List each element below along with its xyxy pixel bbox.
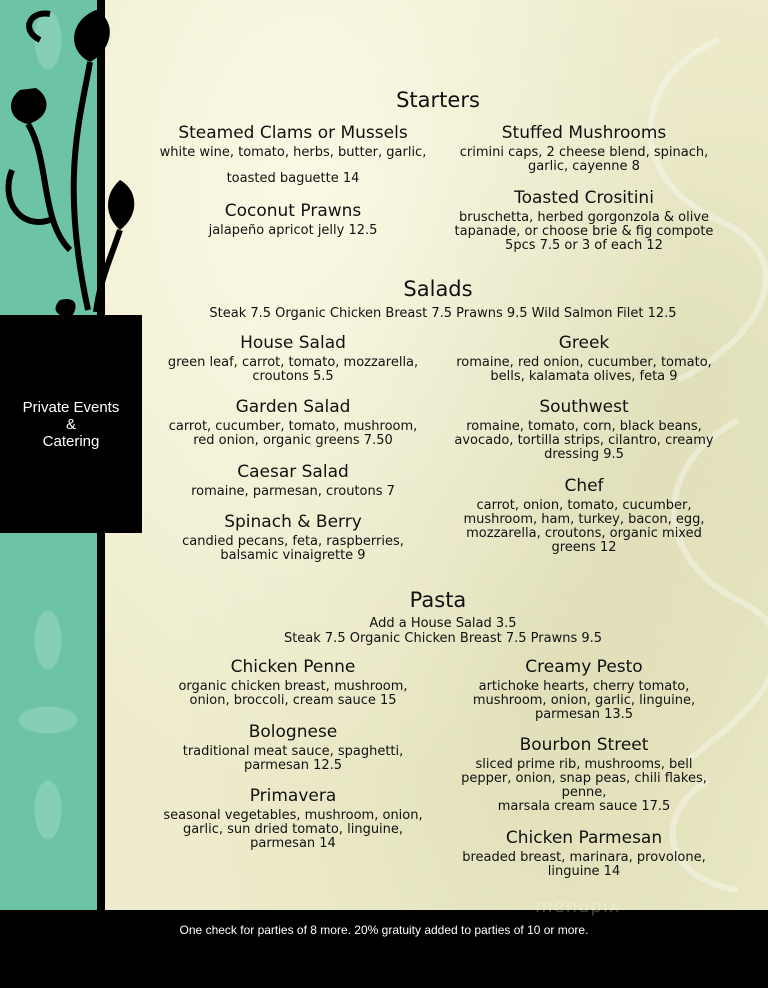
item-name: Chicken Penne <box>230 657 356 677</box>
item-description: jalapeño apricot jelly 12.5 <box>208 223 378 238</box>
item-name: Bolognese <box>248 722 338 742</box>
item-name: Bourbon Street <box>519 735 649 755</box>
item-name: Creamy Pesto <box>525 657 643 677</box>
item-description: breaded breast, marinara, provolone, linguine 14 <box>462 850 706 879</box>
item-name: Garden Salad <box>235 397 351 417</box>
menu-item <box>444 827 724 879</box>
menu-item <box>444 475 724 555</box>
private-events-box <box>0 315 142 533</box>
footer-bar <box>0 910 768 988</box>
private-events-line-2: & <box>65 415 76 433</box>
menu-item <box>444 332 724 384</box>
item-name: Southwest <box>539 397 629 417</box>
item-description: green leaf, carrot, tomato, mozzarella, croutons 5.5 <box>167 355 419 384</box>
pasta-addon-line-2: Steak 7.5 Organic Chicken Breast 7.5 Prawns 9.5 <box>283 631 603 646</box>
item-name: Steamed Clams or Mussels <box>178 123 408 143</box>
menu-item <box>153 396 433 448</box>
item-name: Toasted Crositini <box>514 188 654 208</box>
salads-title: Salads <box>403 277 473 301</box>
tulip-vine-icon <box>0 0 160 320</box>
item-description: romaine, tomato, corn, black beans, avocado, tortilla strips, cilantro, creamy dressing 9.5 <box>454 419 714 462</box>
item-name: Coconut Prawns <box>224 201 362 221</box>
menu-item <box>444 656 724 722</box>
menu-item <box>153 721 433 773</box>
menu-item <box>153 332 433 384</box>
item-name: Caesar Salad <box>237 462 349 482</box>
starters-title: Starters <box>396 88 480 112</box>
menu-item <box>153 200 433 238</box>
item-description: romaine, red onion, cucumber, tomato, bells, kalamata olives, feta 9 <box>456 355 712 384</box>
menu-item <box>444 122 724 174</box>
salads-addons: Steak 7.5 Organic Chicken Breast 7.5 Prawns 9.5 Wild Salmon Filet 12.5 <box>209 306 677 321</box>
item-description: traditional meat sauce, spaghetti, parmesan 12.5 <box>182 744 404 773</box>
pasta-title: Pasta <box>409 588 467 612</box>
item-description: artichoke hearts, cherry tomato, mushroom, onion, garlic, linguine, parmesan 13.5 <box>472 679 696 722</box>
item-description: carrot, onion, tomato, cucumber, mushroom, ham, turkey, bacon, egg, mozzarella, croutons, organic mixed greens 12 <box>463 498 705 555</box>
menu-item <box>153 122 433 186</box>
item-description: crimini caps, 2 cheese blend, spinach, garlic, cayenne 8 <box>459 145 709 174</box>
menu-item <box>444 734 724 814</box>
private-events-line-1: Private Events <box>22 398 120 416</box>
watermark-logo: menupix <box>535 896 621 917</box>
menu-item <box>153 656 433 708</box>
item-description: carrot, cucumber, tomato, mushroom, red onion, organic greens 7.50 <box>168 419 418 448</box>
menu-item <box>444 396 724 462</box>
menu-item <box>444 187 724 253</box>
item-description: sliced prime rib, mushrooms, bell pepper, onion, snap peas, chili flakes, penne, marsala cream sauce 17.5 <box>461 757 707 814</box>
item-name: House Salad <box>240 333 346 353</box>
item-name: Greek <box>558 333 610 353</box>
item-description: white wine, tomato, herbs, butter, garlic, toasted baguette 14 <box>159 145 427 186</box>
menu-item <box>153 511 433 563</box>
item-description: candied pecans, feta, raspberries, balsamic vinaigrette 9 <box>182 534 404 563</box>
menu-item <box>153 785 433 851</box>
menu-item <box>153 461 433 499</box>
item-name: Primavera <box>249 786 337 806</box>
item-description: organic chicken breast, mushroom, onion, broccoli, cream sauce 15 <box>178 679 408 708</box>
pasta-addon-line-1: Add a House Salad 3.5 <box>369 616 517 631</box>
footer-note: One check for parties of 8 more. 20% gratuity added to parties of 10 or more. <box>179 923 589 937</box>
item-description: seasonal vegetables, mushroom, onion, garlic, sun dried tomato, linguine, parmesan 14 <box>163 808 423 851</box>
item-name: Chicken Parmesan <box>505 828 663 848</box>
item-name: Spinach & Berry <box>224 512 362 532</box>
item-description: romaine, parmesan, croutons 7 <box>191 484 395 499</box>
private-events-line-3: Catering <box>42 432 100 450</box>
item-name: Chef <box>564 476 604 496</box>
item-name: Stuffed Mushrooms <box>501 123 667 143</box>
item-description: bruschetta, herbed gorgonzola & olive tapanade, or choose brie & fig compote 5pcs 7.5 or 3 of each 12 <box>454 210 714 253</box>
